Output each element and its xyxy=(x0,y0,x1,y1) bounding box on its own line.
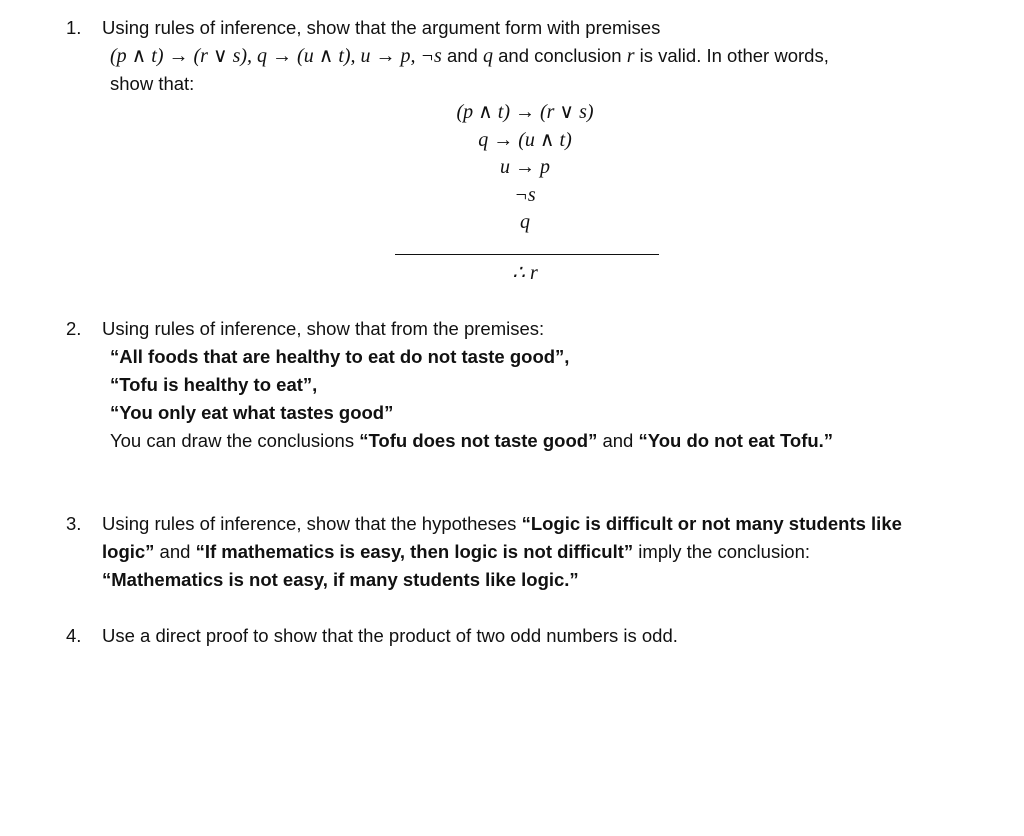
q1-number: 1. xyxy=(66,17,82,38)
premise-5: q xyxy=(520,211,530,233)
argument-divider xyxy=(395,254,659,255)
q3-number: 3. xyxy=(66,513,82,534)
q3-and: and xyxy=(154,541,196,562)
q1-q-var: q xyxy=(483,45,493,67)
q3-hypothesis-1a: “Logic is difficult or not many students like xyxy=(521,513,902,534)
q3-hypothesis-1b: logic” xyxy=(102,541,155,562)
q1-and-1: and xyxy=(441,45,483,66)
q2-concl-pre: You can draw the conclusions xyxy=(110,430,360,451)
premise-1: (p ∧ t) → (r ∨ s) xyxy=(456,101,594,123)
q1-premises-line xyxy=(110,45,829,67)
q2-concl-and: and xyxy=(597,430,639,451)
argument-conclusion: ∴ r xyxy=(512,262,538,284)
q1-show-that: show that: xyxy=(110,73,195,94)
q3-imply: imply the conclusion: xyxy=(633,541,811,562)
premise-2: q → (u ∧ t) xyxy=(478,129,572,151)
q3-conclusion: “Mathematics is not easy, if many students like logic.” xyxy=(102,569,579,590)
q3-pre: Using rules of inference, show that the hypotheses xyxy=(102,513,522,534)
q2-conclusion-line xyxy=(110,430,833,452)
q2-premise-b: “Tofu is healthy to eat”, xyxy=(110,374,318,395)
q4-text: Use a direct proof to show that the product of two odd numbers is odd. xyxy=(102,625,678,646)
q1-intro: Using rules of inference, show that the argument form with premises xyxy=(102,17,661,38)
premise-4: ¬s xyxy=(514,184,536,206)
q1-premises-inline: (p ∧ t) → (r ∨ s), q → (u ∧ t), u → p, ¬s xyxy=(110,45,442,67)
q2-conclusion-2: “You do not eat Tofu.” xyxy=(638,430,834,451)
q1-tail: is valid. In other words, xyxy=(634,45,829,66)
q2-premise-c: “You only eat what tastes good” xyxy=(110,402,394,423)
q3-line-1 xyxy=(102,513,902,535)
q2-number: 2. xyxy=(66,318,82,339)
q1-and-2: and conclusion xyxy=(493,45,627,66)
premise-3: u → p xyxy=(500,156,550,178)
q3-line-2 xyxy=(102,541,810,563)
q3-hypothesis-2: “If mathematics is easy, then logic is not difficult” xyxy=(195,541,634,562)
q2-intro: Using rules of inference, show that from the premises: xyxy=(102,318,545,339)
q4-number: 4. xyxy=(66,625,82,646)
q1-r-var: r xyxy=(626,45,635,67)
q2-conclusion-1: “Tofu does not taste good” xyxy=(359,430,598,451)
q2-premise-a: “All foods that are healthy to eat do not taste good”, xyxy=(110,346,570,367)
